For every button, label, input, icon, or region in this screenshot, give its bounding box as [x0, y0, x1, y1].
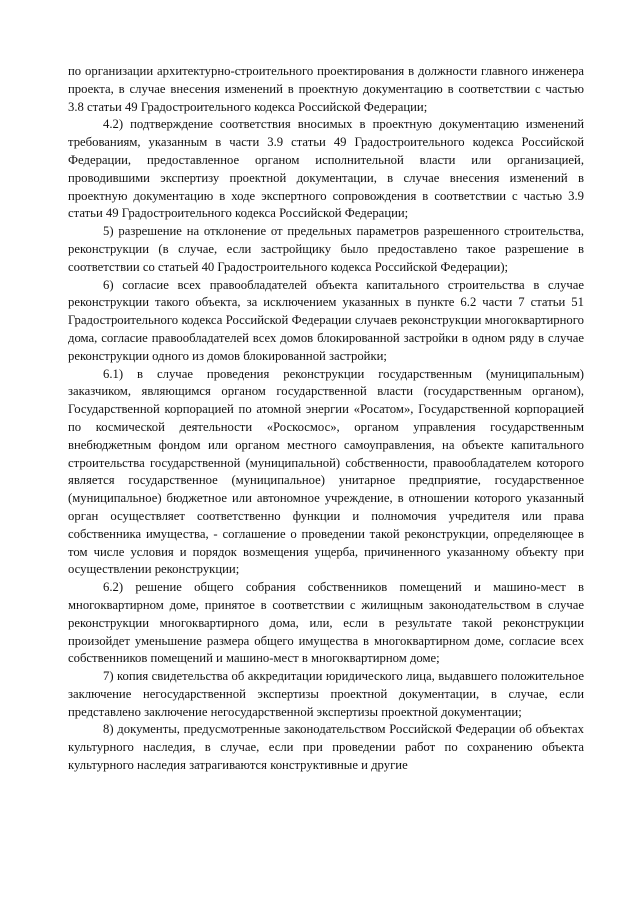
paragraph-item-6: 6) согласие всех правообладателей объекта капитального строительства в случае реконструкции такого объекта, за исключением указанных в пункте 6.2 части 7 статьи 51 Градостроительного кодекса Российской Федерации случаев реконструкции многоквартирного дома, согласие правообладателей всех домов блокированной застройки в одном ряду в случае реконструкции одного из домов блокированной застройки;: [68, 277, 584, 363]
paragraph-item-6-1: 6.1) в случае проведения реконструкции государственным (муниципальным) заказчиком, являющимся органом государственной власти (государственным органом), Государственной корпорацией по атомной энергии «Росатом», Государственной корпорацией по космической деятельности «Роскосмос», органом управления государственным внебюджетным фондом или органом местного самоуправления, на объекте капитального строительства государственной (муниципальной) собственности, правообладателем которого является государственное (муниципальное) унитарное предприятие, государственное (муниципальное) бюджетное или автономное учреждение, в отношении которого указанный орган осуществляет соответственно функции и полномочия учредителя или права собственника имущества, - соглашение о проведении такой реконструкции, определяющее в том числе условия и порядок возмещения ущерба, причиненного указанному объекту при осуществлении реконструкции;: [68, 366, 584, 577]
paragraph-item-8: 8) документы, предусмотренные законодательством Российской Федерации об объектах культурного наследия, в случае, если при проведении работ по сохранению объекта культурного наследия затрагиваются конструктивные и другие: [68, 722, 584, 773]
paragraph-item-6-2: 6.2) решение общего собрания собственников помещений и машино-мест в многоквартирном доме, принятое в соответствии с жилищным законодательством в случае реконструкции многоквартирного дома, или, если в результате такой реконструкции произойдет уменьшение размера общего имущества в многоквартирном доме, согласие всех собственников помещений и машино-мест в многоквартирном доме;: [68, 580, 584, 666]
paragraph-item-5: 5) разрешение на отклонение от предельных параметров разрешенного строительства, реконструкции (в случае, если застройщику было предоставлено такое разрешение в соответствии со статьей 40 Градостроительного кодекса Российской Федерации);: [68, 224, 584, 274]
paragraph-item-7: 7) копия свидетельства об аккредитации юридического лица, выдавшего положительное заключение негосударственной экспертизы проектной документации, в случае, если представлено заключение негосударственной экспертизы проектной документации;: [68, 669, 584, 719]
document-body: [68, 63, 584, 775]
paragraph-item-4-2: 4.2) подтверждение соответствия вносимых в проектную документацию изменений требованиям, указанным в части 3.9 статьи 49 Градостроительного кодекса Российской Федерации, предоставленное органом исполнительной власти или организацией, проводившими экспертизу проектной документации, в случае внесения изменений в проектную документацию в ходе экспертного сопровождения в соответствии с частью 3.9 статьи 49 Градостроительного кодекса Российской Федерации;: [68, 117, 584, 221]
paragraph-continuation: по организации архитектурно-строительного проектирования в должности главного инженера проекта, в случае внесения изменений в проектную документацию в соответствии с частью 3.8 статьи 49 Градостроительного кодекса Российской Федерации;: [68, 64, 584, 114]
